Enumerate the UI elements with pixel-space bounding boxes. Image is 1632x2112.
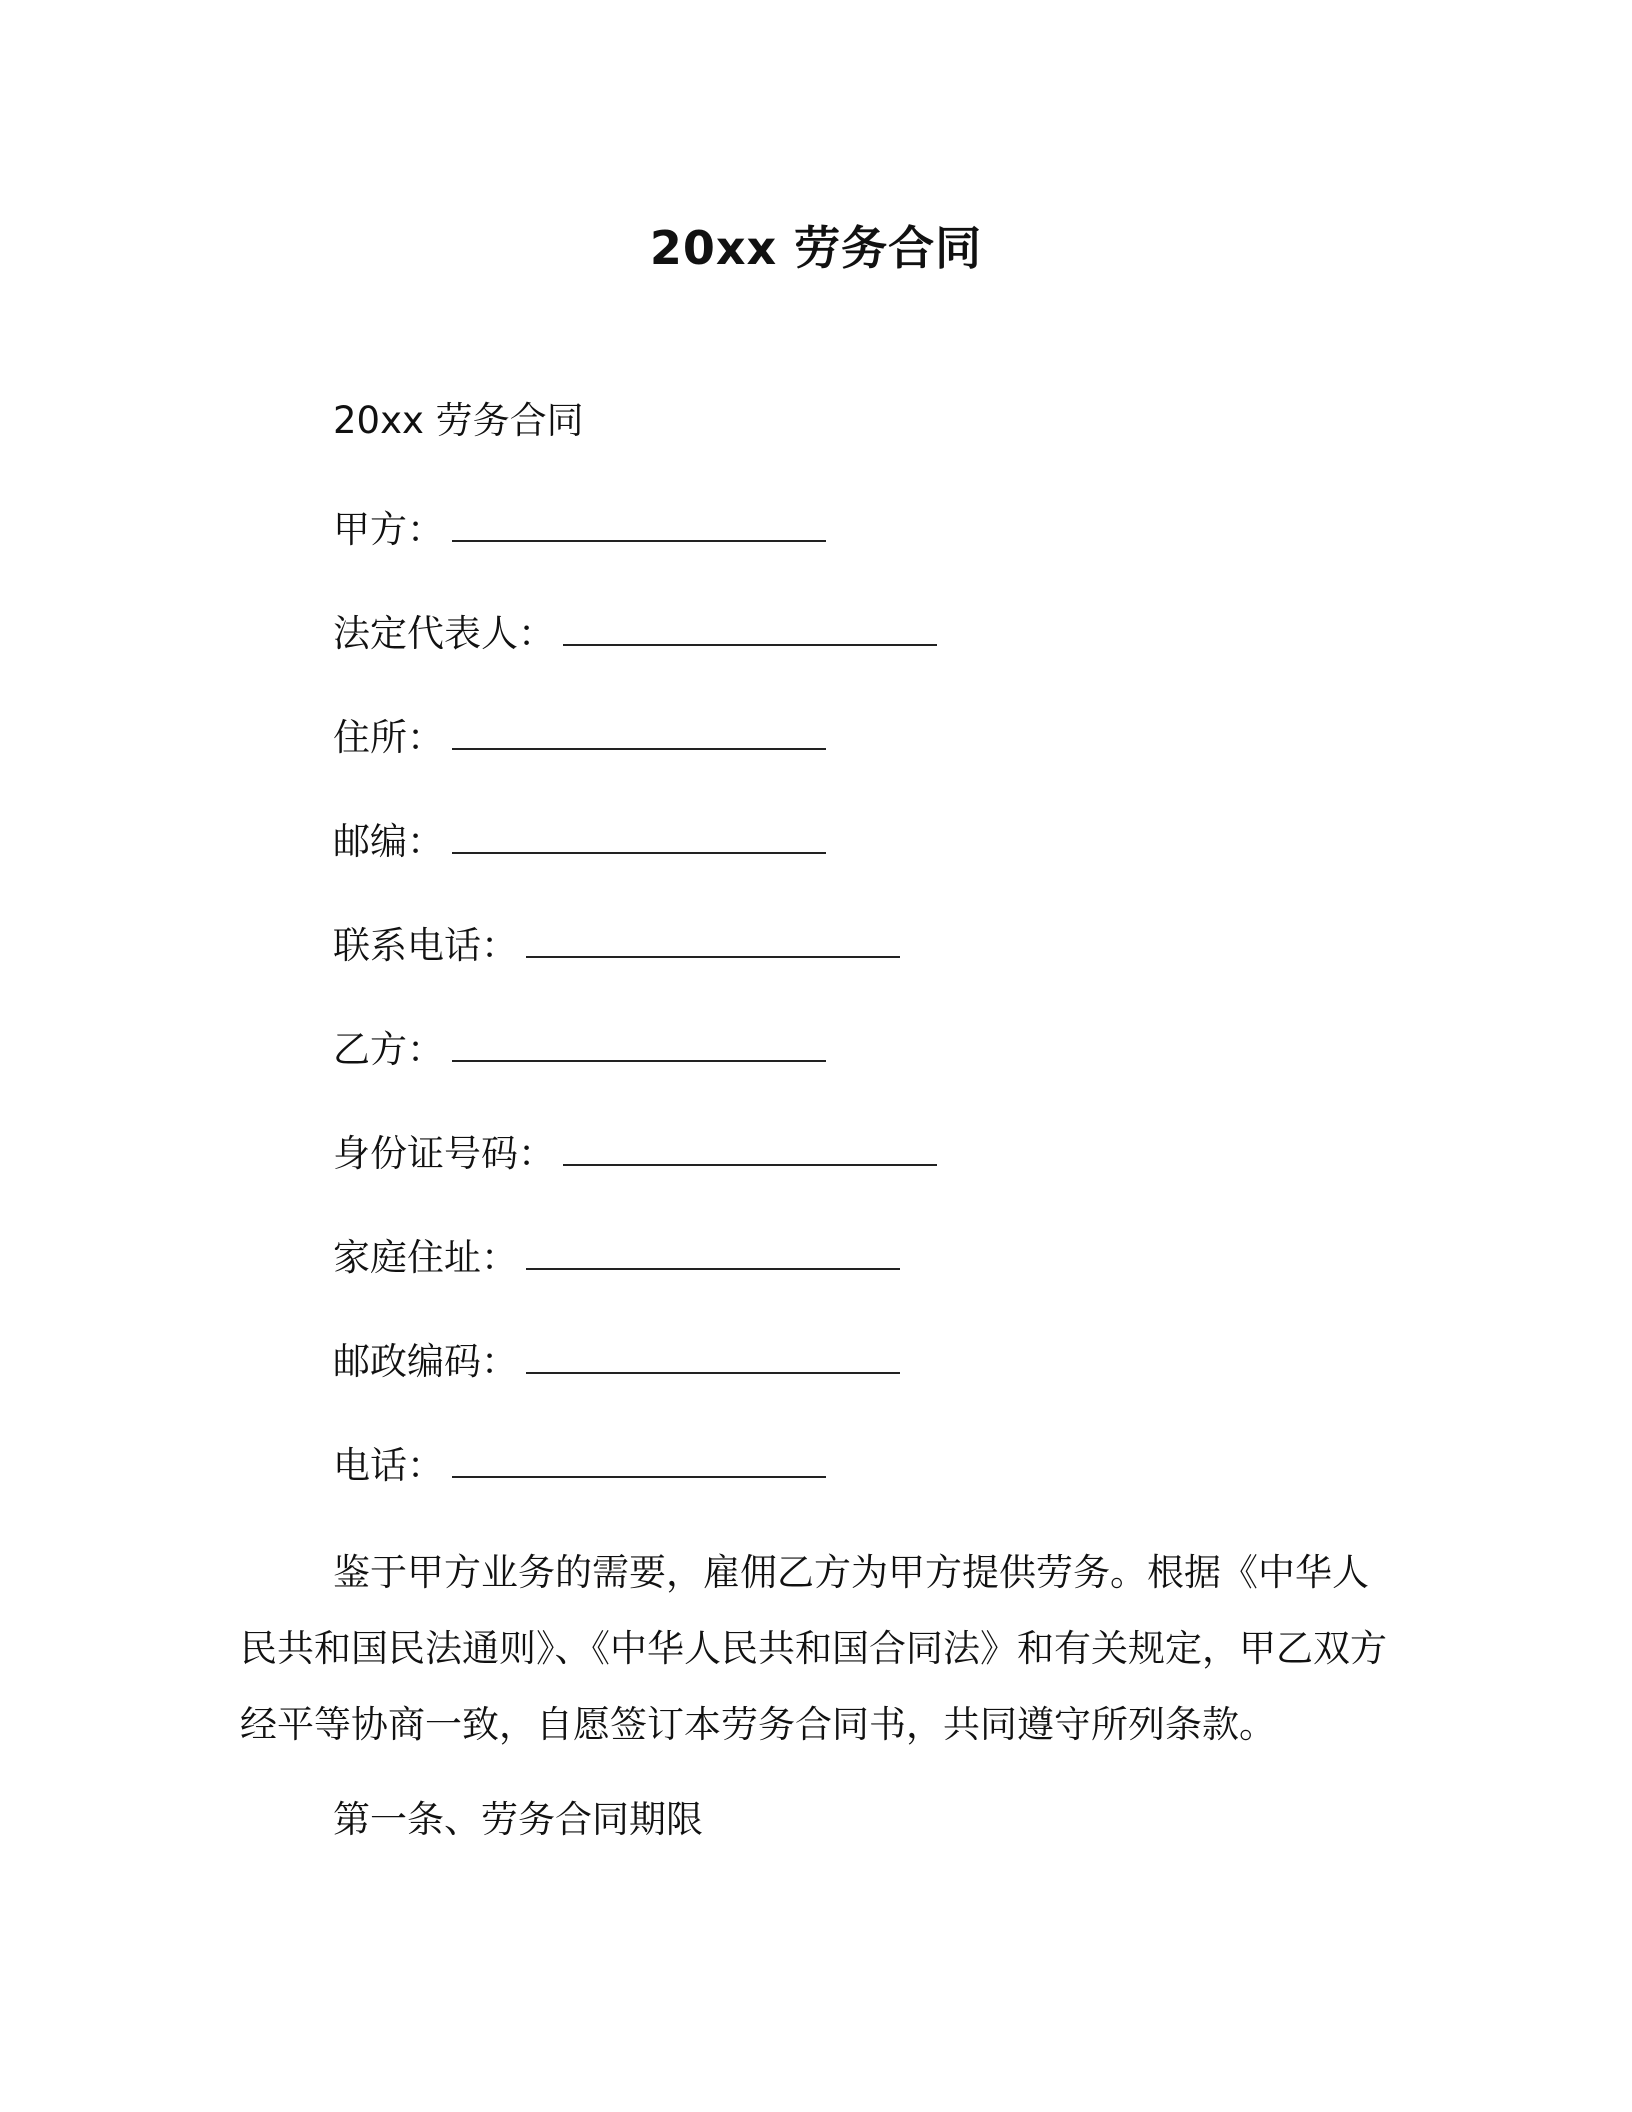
document-subtitle: 20xx 劳务合同 <box>333 399 584 442</box>
field-party-a <box>333 500 937 604</box>
field-home-address <box>333 1228 937 1332</box>
fill-in-blank <box>452 812 826 854</box>
clause-heading: 第一条、劳务合同期限 <box>333 1798 703 1841</box>
field-id-number <box>333 1124 937 1228</box>
field-postcode <box>333 812 937 916</box>
preamble-paragraph: 鉴于甲方业务的需要，雇佣乙方为甲方提供劳务。根据《中华人民共和国民法通则》、《中华人民共和国合同法》和有关规定，甲乙双方经平等协商一致，自愿签订本劳务合同书，共同遵守所列条款。 <box>240 1551 1387 1746</box>
field-label: 电话： <box>333 1444 444 1487</box>
fill-in-blank <box>452 1020 826 1062</box>
field-postal-code <box>333 1332 937 1436</box>
field-label: 住所： <box>333 716 444 759</box>
field-label: 联系电话： <box>333 924 518 967</box>
field-label: 法定代表人： <box>333 612 555 655</box>
fill-in-blank <box>563 1124 937 1166</box>
field-legal-representative <box>333 604 937 708</box>
fill-in-blank <box>526 916 900 958</box>
field-label: 乙方： <box>333 1028 444 1071</box>
document-title: 20xx 劳务合同 <box>649 221 983 275</box>
field-phone <box>333 1436 937 1540</box>
fill-in-blank <box>452 708 826 750</box>
fill-in-blank <box>452 500 826 542</box>
field-label: 甲方： <box>333 508 444 551</box>
fill-in-blank <box>526 1228 900 1270</box>
fill-in-blank <box>526 1332 900 1374</box>
field-label: 家庭住址： <box>333 1236 518 1279</box>
field-label: 身份证号码： <box>333 1132 555 1175</box>
party-info-fields <box>333 500 937 1540</box>
field-contact-phone <box>333 916 937 1020</box>
fill-in-blank <box>452 1436 826 1478</box>
fill-in-blank <box>563 604 937 646</box>
field-label: 邮编： <box>333 820 444 863</box>
field-address <box>333 708 937 812</box>
field-party-b <box>333 1020 937 1124</box>
field-label: 邮政编码： <box>333 1340 518 1383</box>
